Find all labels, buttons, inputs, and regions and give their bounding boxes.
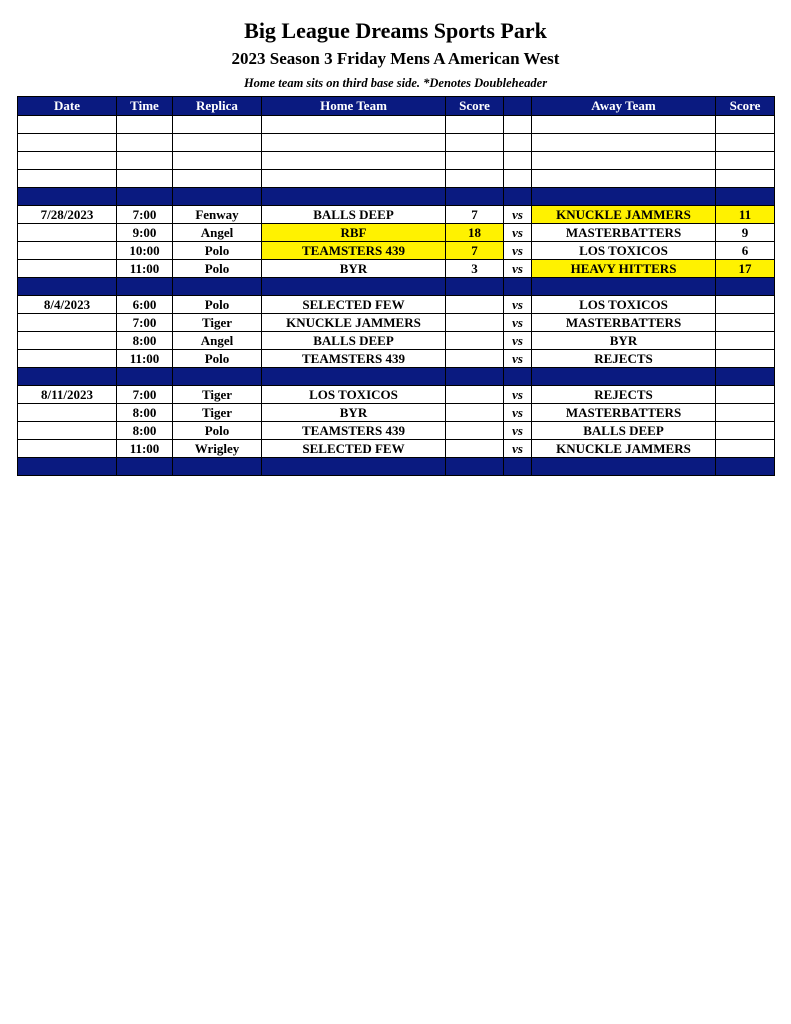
time-cell	[117, 170, 173, 188]
home-team-cell: BYR	[262, 404, 446, 422]
game-row	[18, 260, 775, 278]
home-score-cell: 3	[446, 260, 504, 278]
home-score-cell	[446, 170, 504, 188]
vs-cell: vs	[504, 404, 532, 422]
date-cell	[18, 440, 117, 458]
away-team-cell: MASTERBATTERS	[532, 404, 716, 422]
away-score-cell	[716, 188, 775, 206]
home-team-cell: BALLS DEEP	[262, 206, 446, 224]
replica-cell: Polo	[173, 260, 262, 278]
col-date: Date	[18, 97, 117, 116]
date-cell	[18, 458, 117, 476]
away-score-cell	[716, 296, 775, 314]
away-score-cell	[716, 422, 775, 440]
blank-row	[18, 116, 775, 134]
home-score-cell	[446, 386, 504, 404]
col-home-team: Home Team	[262, 97, 446, 116]
replica-cell: Tiger	[173, 404, 262, 422]
away-team-cell: REJECTS	[532, 350, 716, 368]
home-team-cell: BYR	[262, 260, 446, 278]
replica-cell: Polo	[173, 422, 262, 440]
home-team-cell: BALLS DEEP	[262, 332, 446, 350]
away-team-cell: MASTERBATTERS	[532, 224, 716, 242]
home-team-cell	[262, 368, 446, 386]
away-score-cell: 17	[716, 260, 775, 278]
time-cell	[117, 152, 173, 170]
away-score-cell	[716, 152, 775, 170]
replica-cell: Angel	[173, 332, 262, 350]
game-row	[18, 224, 775, 242]
replica-cell: Polo	[173, 242, 262, 260]
home-score-cell	[446, 458, 504, 476]
col-away-team: Away Team	[532, 97, 716, 116]
away-score-cell	[716, 134, 775, 152]
away-team-cell	[532, 134, 716, 152]
away-score-cell	[716, 368, 775, 386]
col-time: Time	[117, 97, 173, 116]
time-cell: 8:00	[117, 404, 173, 422]
time-cell: 7:00	[117, 386, 173, 404]
time-cell: 8:00	[117, 422, 173, 440]
away-score-cell	[716, 386, 775, 404]
replica-cell: Fenway	[173, 206, 262, 224]
home-score-cell	[446, 350, 504, 368]
vs-cell: vs	[504, 440, 532, 458]
date-cell	[18, 224, 117, 242]
away-team-cell: HEAVY HITTERS	[532, 260, 716, 278]
vs-cell: vs	[504, 350, 532, 368]
time-cell: 6:00	[117, 296, 173, 314]
home-team-cell: RBF	[262, 224, 446, 242]
replica-cell	[173, 170, 262, 188]
time-cell: 7:00	[117, 206, 173, 224]
vs-cell: vs	[504, 332, 532, 350]
game-row	[18, 404, 775, 422]
game-row	[18, 206, 775, 224]
away-score-cell	[716, 332, 775, 350]
away-team-cell: LOS TOXICOS	[532, 296, 716, 314]
date-cell	[18, 404, 117, 422]
replica-cell: Wrigley	[173, 440, 262, 458]
replica-cell	[173, 458, 262, 476]
away-score-cell	[716, 116, 775, 134]
vs-cell	[504, 152, 532, 170]
home-team-cell	[262, 170, 446, 188]
date-cell	[18, 170, 117, 188]
date-cell: 8/4/2023	[18, 296, 117, 314]
schedule-body	[18, 116, 775, 476]
game-row	[18, 242, 775, 260]
away-score-cell	[716, 350, 775, 368]
time-cell: 11:00	[117, 350, 173, 368]
time-cell: 7:00	[117, 314, 173, 332]
home-score-cell	[446, 368, 504, 386]
date-cell	[18, 152, 117, 170]
away-score-cell	[716, 314, 775, 332]
header-row	[18, 97, 775, 116]
away-team-cell	[532, 116, 716, 134]
separator-row	[18, 188, 775, 206]
replica-cell	[173, 134, 262, 152]
away-score-cell	[716, 404, 775, 422]
home-team-cell	[262, 116, 446, 134]
home-team-cell: LOS TOXICOS	[262, 386, 446, 404]
date-cell	[18, 134, 117, 152]
home-score-cell: 7	[446, 242, 504, 260]
home-team-cell	[262, 458, 446, 476]
home-team-cell	[262, 188, 446, 206]
away-team-cell	[532, 188, 716, 206]
replica-cell: Angel	[173, 224, 262, 242]
away-score-cell	[716, 278, 775, 296]
home-team-cell: TEAMSTERS 439	[262, 242, 446, 260]
home-team-cell: SELECTED FEW	[262, 440, 446, 458]
date-cell: 8/11/2023	[18, 386, 117, 404]
page-subtitle: 2023 Season 3 Friday Mens A American West	[231, 49, 560, 68]
away-team-cell: KNUCKLE JAMMERS	[532, 206, 716, 224]
away-team-cell	[532, 278, 716, 296]
home-team-cell: SELECTED FEW	[262, 296, 446, 314]
home-score-cell	[446, 188, 504, 206]
vs-cell: vs	[504, 242, 532, 260]
date-cell	[18, 332, 117, 350]
away-score-cell	[716, 440, 775, 458]
game-row	[18, 314, 775, 332]
vs-cell	[504, 170, 532, 188]
vs-cell: vs	[504, 386, 532, 404]
separator-row	[18, 368, 775, 386]
home-team-cell: KNUCKLE JAMMERS	[262, 314, 446, 332]
away-team-cell: BYR	[532, 332, 716, 350]
date-cell: 7/28/2023	[18, 206, 117, 224]
away-team-cell: LOS TOXICOS	[532, 242, 716, 260]
time-cell	[117, 278, 173, 296]
col-home-score: Score	[446, 97, 504, 116]
vs-cell	[504, 134, 532, 152]
blank-row	[18, 152, 775, 170]
schedule-note: Home team sits on third base side. *Denotes Doubleheader	[243, 76, 548, 90]
date-cell	[18, 188, 117, 206]
home-score-cell	[446, 404, 504, 422]
replica-cell	[173, 278, 262, 296]
away-score-cell: 11	[716, 206, 775, 224]
vs-cell	[504, 458, 532, 476]
blank-row	[18, 170, 775, 188]
replica-cell	[173, 188, 262, 206]
schedule-table	[17, 96, 775, 476]
away-team-cell	[532, 152, 716, 170]
home-team-cell: TEAMSTERS 439	[262, 350, 446, 368]
page-title: Big League Dreams Sports Park	[244, 18, 547, 43]
home-score-cell	[446, 134, 504, 152]
replica-cell	[173, 368, 262, 386]
date-cell	[18, 242, 117, 260]
home-team-cell	[262, 152, 446, 170]
away-team-cell	[532, 170, 716, 188]
time-cell: 11:00	[117, 440, 173, 458]
home-team-cell: TEAMSTERS 439	[262, 422, 446, 440]
game-row	[18, 440, 775, 458]
time-cell	[117, 368, 173, 386]
away-team-cell: MASTERBATTERS	[532, 314, 716, 332]
home-score-cell	[446, 296, 504, 314]
time-cell: 10:00	[117, 242, 173, 260]
col-replica: Replica	[173, 97, 262, 116]
away-team-cell: BALLS DEEP	[532, 422, 716, 440]
game-row	[18, 386, 775, 404]
home-score-cell	[446, 332, 504, 350]
time-cell	[117, 134, 173, 152]
game-row	[18, 332, 775, 350]
time-cell	[117, 458, 173, 476]
vs-cell: vs	[504, 422, 532, 440]
home-score-cell: 18	[446, 224, 504, 242]
replica-cell: Tiger	[173, 386, 262, 404]
vs-cell: vs	[504, 314, 532, 332]
date-cell	[18, 422, 117, 440]
blank-row	[18, 134, 775, 152]
away-team-cell: KNUCKLE JAMMERS	[532, 440, 716, 458]
date-cell	[18, 278, 117, 296]
game-row	[18, 350, 775, 368]
vs-cell: vs	[504, 296, 532, 314]
away-score-cell	[716, 170, 775, 188]
vs-cell: vs	[504, 206, 532, 224]
separator-row	[18, 278, 775, 296]
away-team-cell: REJECTS	[532, 386, 716, 404]
replica-cell: Polo	[173, 296, 262, 314]
time-cell	[117, 188, 173, 206]
vs-cell	[504, 278, 532, 296]
separator-row	[18, 458, 775, 476]
home-score-cell	[446, 440, 504, 458]
vs-cell	[504, 368, 532, 386]
date-cell	[18, 116, 117, 134]
date-cell	[18, 350, 117, 368]
time-cell: 11:00	[117, 260, 173, 278]
home-team-cell	[262, 278, 446, 296]
time-cell: 8:00	[117, 332, 173, 350]
away-team-cell	[532, 458, 716, 476]
home-score-cell: 7	[446, 206, 504, 224]
home-score-cell	[446, 278, 504, 296]
home-score-cell	[446, 152, 504, 170]
away-score-cell: 6	[716, 242, 775, 260]
game-row	[18, 296, 775, 314]
date-cell	[18, 368, 117, 386]
home-team-cell	[262, 134, 446, 152]
vs-cell	[504, 188, 532, 206]
col-away-score: Score	[716, 97, 775, 116]
date-cell	[18, 260, 117, 278]
replica-cell: Polo	[173, 350, 262, 368]
away-team-cell	[532, 368, 716, 386]
replica-cell: Tiger	[173, 314, 262, 332]
vs-cell	[504, 116, 532, 134]
time-cell	[117, 116, 173, 134]
home-score-cell	[446, 116, 504, 134]
home-score-cell	[446, 314, 504, 332]
vs-cell: vs	[504, 260, 532, 278]
date-cell	[18, 314, 117, 332]
away-score-cell	[716, 458, 775, 476]
col-vs	[504, 97, 532, 116]
replica-cell	[173, 152, 262, 170]
replica-cell	[173, 116, 262, 134]
vs-cell: vs	[504, 224, 532, 242]
time-cell: 9:00	[117, 224, 173, 242]
game-row	[18, 422, 775, 440]
away-score-cell: 9	[716, 224, 775, 242]
home-score-cell	[446, 422, 504, 440]
